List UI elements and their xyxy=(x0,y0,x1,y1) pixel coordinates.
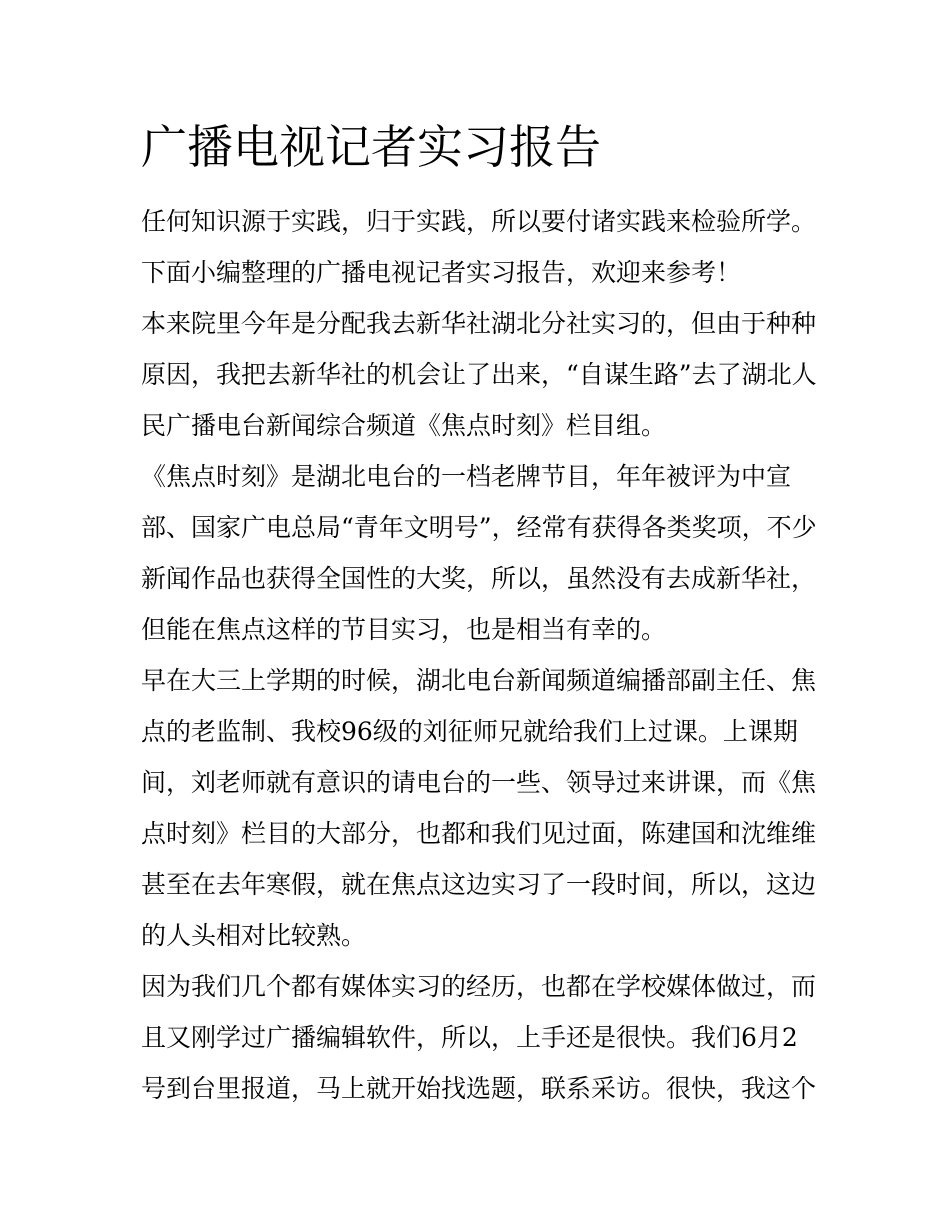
text-line: 《焦点时刻》是湖北电台的一档老牌节目，年年被评为中宣 xyxy=(141,462,792,491)
text-line: 部、国家广电总局“青年文明号”，经常有获得各类奖项，不少 xyxy=(141,513,817,542)
text-line: 早在大三上学期的时候，湖北电台新闻频道编播部副主任、焦 xyxy=(141,666,817,695)
document-title: 广播电视记者实习报告 xyxy=(141,120,601,174)
text-line: 新闻作品也获得全国性的大奖，所以，虽然没有去成新华社， xyxy=(141,564,817,593)
text-line: 且又刚学过广播编辑软件，所以，上手还是很快。我们6月2 xyxy=(141,1023,798,1052)
text-line: 间，刘老师就有意识的请电台的一些、领导过来讲课，而《焦 xyxy=(141,768,817,797)
text-line: 点的老监制、我校96级的刘征师兄就给我们上过课。上课期 xyxy=(141,717,798,746)
text-line: 号到台里报道，马上就开始找选题，联系采访。很快，我这个 xyxy=(141,1074,817,1103)
text-line: 下面小编整理的广播电视记者实习报告，欢迎来参考！ xyxy=(141,258,742,287)
text-line: 但能在焦点这样的节目实习，也是相当有幸的。 xyxy=(141,615,667,644)
text-line: 原因，我把去新华社的机会让了出来，“自谋生路”去了湖北人 xyxy=(141,360,817,389)
text-line: 的人头相对比较熟。 xyxy=(141,921,367,950)
text-line: 因为我们几个都有媒体实习的经历，也都在学校媒体做过，而 xyxy=(141,972,817,1001)
text-line: 甚至在去年寒假，就在焦点这边实习了一段时间，所以，这边 xyxy=(141,870,817,899)
text-line: 点时刻》栏目的大部分，也都和我们见过面，陈建国和沈维维 xyxy=(141,819,817,848)
text-line: 民广播电台新闻综合频道《焦点时刻》栏目组。 xyxy=(141,411,667,440)
text-line: 任何知识源于实践，归于实践，所以要付诸实践来检验所学。 xyxy=(141,207,817,236)
text-line: 本来院里今年是分配我去新华社湖北分社实习的，但由于种种 xyxy=(141,309,817,338)
